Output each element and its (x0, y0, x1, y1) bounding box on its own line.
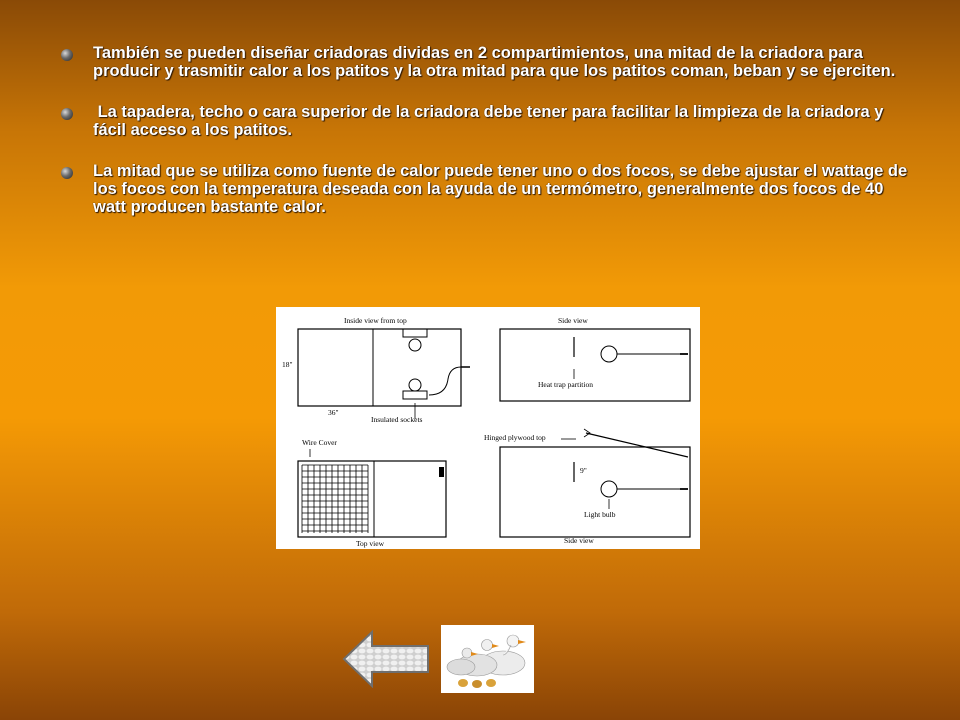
label-light-bulb: Light bulb (584, 510, 616, 519)
label-heat-trap: Heat trap partition (538, 380, 593, 389)
bullet-item (55, 44, 915, 80)
bullet-text: También se pueden diseñar criadoras dividas en 2 compartimientos, una mitad de la criadora para producir y trasmitir calor a los patitos y la otra mitad para que los patitos coman, beban y se ejerciten. (93, 44, 896, 80)
socket-top (403, 329, 427, 337)
bullet-icon (61, 108, 73, 120)
ducks-icon (441, 625, 534, 693)
label-18in: 18" (282, 360, 293, 369)
bullet-list (55, 44, 915, 239)
back-arrow-icon (342, 630, 430, 688)
bullet-text: La tapadera, techo o cara superior de la criadora debe tener para facilitar la limpieza de la criadora y fácil acceso a los patitos. (93, 103, 889, 139)
brooder-diagram-svg (276, 307, 700, 549)
latch (439, 467, 444, 477)
label-insulated: Insulated sockets (371, 415, 423, 424)
bulb-side-bottom (601, 481, 617, 497)
bullet-item (55, 103, 915, 139)
bullet-item (55, 162, 915, 216)
label-top-view: Top view (356, 539, 385, 548)
back-arrow-button[interactable] (342, 630, 430, 688)
socket-bottom (403, 391, 427, 399)
side-view-box-top (500, 329, 690, 401)
label-wire-cover: Wire Cover (302, 438, 337, 447)
bulb-top (409, 339, 421, 351)
bulb-bottom (409, 379, 421, 391)
wire-inside (429, 367, 461, 395)
bullet-icon (61, 167, 73, 179)
hinged-lid (586, 433, 688, 457)
wire-mesh (302, 465, 368, 533)
label-hinged-top: Hinged plywood top (484, 433, 546, 442)
side-view-box-bottom (500, 447, 690, 537)
label-side-view-top: Side view (558, 316, 588, 325)
label-side-view-bottom: Side view (564, 536, 594, 545)
bulb-side-top (601, 346, 617, 362)
bullet-text: La mitad que se utiliza como fuente de calor puede tener uno o dos focos, se debe ajustar el wattage de los focos con la temperatura deseada con la ayuda de un termómetro, generalmente dos focos de 40 watt producen bastante calor. (93, 162, 908, 216)
label-9in: 9" (580, 466, 587, 475)
brooder-diagram (276, 307, 700, 549)
bullet-icon (61, 49, 73, 61)
ducks-image (441, 625, 534, 693)
label-36in: 36" (328, 408, 339, 417)
label-inside-view: Inside view from top (344, 316, 407, 325)
